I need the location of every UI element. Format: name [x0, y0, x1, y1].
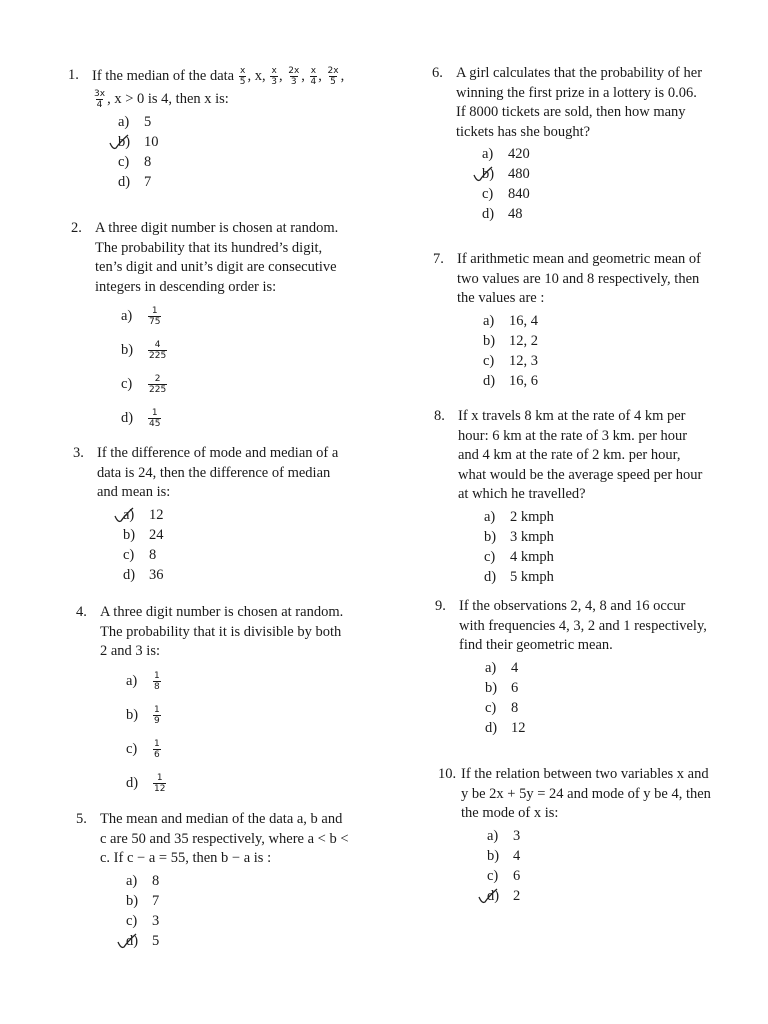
option-a[interactable]: a) 5 [118, 114, 152, 130]
option-b[interactable]: b) 6 [485, 679, 519, 696]
option-d[interactable]: d) 48 [482, 206, 523, 222]
question-7 [433, 250, 742, 391]
question-stem: A girl calculates that the probability of her winning the first prize in a lottery is 0.06. If 8000 tickets are sold, then how many tickets has she bought? [456, 65, 703, 140]
option-b[interactable]: b) 10 [118, 132, 382, 152]
question-number: 2. [71, 220, 82, 236]
question-number: 4. [76, 604, 87, 620]
question-number: 1. [68, 67, 79, 83]
question-stem: If x travels 8 km at the rate of 4 km per hour: 6 km at the rate of 3 km. per hour and 4 km at the rate of 2 km. per hour, what would be the average speed per hour at which he travelled? [458, 408, 703, 502]
data-value: x [254, 67, 262, 84]
option-a[interactable]: a) $\frac{1}{8}$ [126, 670, 160, 692]
check-mark-icon [108, 133, 130, 151]
question-6 [432, 64, 746, 224]
question-number: 8. [434, 408, 445, 424]
question-9 [435, 597, 744, 738]
fraction: $\frac{2x}{5}$ [327, 66, 339, 87]
check-mark-icon [113, 506, 135, 524]
question-number: 6. [432, 65, 443, 81]
stem-prefix: If the median of the data [92, 67, 235, 84]
fraction: $\frac{2x}{3}$ [288, 66, 300, 87]
fraction: $\frac{3x}{4}$ [94, 89, 106, 110]
question-10 [438, 765, 746, 906]
option-d[interactable]: d) $\frac{1}{45}$ [121, 408, 161, 430]
option-b[interactable]: b) 480 [482, 164, 746, 184]
option-a[interactable]: a) 8 [126, 872, 160, 889]
option-c[interactable]: c) $\frac{1}{6}$ [126, 738, 160, 760]
option-c[interactable]: c) 3 [126, 912, 160, 929]
option-c[interactable]: c) $\frac{2}{225}$ [121, 374, 167, 396]
question-stem: The mean and median of the data a, b and c are 50 and 35 respectively, where a < b < c. If c − a = 55, then b − a is : [100, 811, 349, 866]
option-b[interactable]: b) $\frac{1}{9}$ [126, 704, 160, 726]
options [483, 311, 742, 391]
fraction: $\frac{1}{75}$ [149, 306, 161, 328]
fraction: $\frac{1}{8}$ [154, 670, 160, 692]
question-stem: If the median of the data $\frac{x}{5}$ , x, $\frac{x}{3}$ , $\frac{2x}{3}$ , $\frac{x}{4}$ , $\frac{2x}{5}$ , [92, 66, 345, 87]
fraction: $\frac{x}{4}$ [310, 66, 317, 87]
option-d[interactable]: d) 5 kmph [484, 568, 554, 585]
option-b[interactable]: b) 7 [126, 892, 160, 909]
options [118, 112, 382, 192]
option-a[interactable]: a) $\frac{1}{75}$ [121, 306, 161, 328]
option-c[interactable]: c) 6 [487, 867, 521, 884]
option-a[interactable]: a) 2 kmph [484, 508, 554, 525]
check-mark-icon [477, 887, 499, 905]
options [123, 505, 377, 585]
fraction: $\frac{1}{12}$ [154, 772, 166, 794]
fraction: $\frac{x}{5}$ [239, 66, 246, 87]
option-d[interactable]: d) 7 [118, 174, 152, 190]
question-stem: If the observations 2, 4, 8 and 16 occur with frequencies 4, 3, 2 and 1 respectively, find their geometric mean. [459, 598, 707, 653]
question-stem: A three digit number is chosen at random. The probability that its hundred’s digit, ten’s digit and unit’s digit are consecutive integers in descending order is: [95, 220, 339, 295]
option-c[interactable]: c) 840 [482, 186, 530, 202]
option-c[interactable]: c) 8 [118, 154, 152, 170]
question-stem-line2 [92, 89, 382, 110]
option-a[interactable]: a) 16, 4 [483, 312, 538, 329]
option-b[interactable]: b) 3 kmph [484, 528, 554, 545]
option-c[interactable]: c) 8 [123, 546, 157, 563]
question-8 [434, 407, 743, 587]
option-b[interactable]: b) 4 [487, 847, 521, 864]
option-a[interactable]: a) 12 [123, 505, 377, 525]
question-stem: If the relation between two variables x and y be 2x + 5y = 24 and mode of y be 4, then the mode of x is: [461, 766, 711, 821]
question-stem: If arithmetic mean and geometric mean of two values are 10 and 8 respectively, then the values are : [457, 251, 701, 306]
question-number: 5. [76, 811, 87, 827]
options [484, 507, 743, 587]
option-d[interactable]: d) $\frac{1}{12}$ [126, 772, 166, 794]
question-number: 7. [433, 251, 444, 267]
option-d[interactable]: d) 5 [126, 931, 385, 951]
options [485, 658, 744, 738]
option-a[interactable]: a) 4 [485, 659, 519, 676]
option-d[interactable]: d) 2 [487, 886, 746, 906]
question-1 [68, 66, 382, 192]
fraction: $\frac{2}{225}$ [149, 374, 167, 396]
question-number: 10. [438, 766, 457, 782]
fraction: $\frac{1}{6}$ [154, 738, 160, 760]
question-2 [71, 219, 375, 435]
question-stem: If the difference of mode and median of a data is 24, then the difference of median and mean is: [97, 445, 339, 500]
options [126, 664, 380, 800]
fraction: $\frac{x}{3}$ [271, 66, 277, 87]
option-d[interactable]: d) 36 [123, 566, 164, 583]
question-5 [76, 810, 385, 951]
question-stem: A three digit number is chosen at random. The probability that it is divisible by both 2 and 3 is: [100, 604, 344, 659]
option-c[interactable]: c) 4 kmph [484, 548, 554, 565]
option-b[interactable]: b) 24 [123, 526, 164, 543]
question-number: 3. [73, 445, 84, 461]
option-b[interactable]: b) 12, 2 [483, 332, 538, 349]
options [121, 299, 375, 435]
fraction: $\frac{1}{9}$ [154, 704, 160, 726]
option-a[interactable]: a) 420 [482, 146, 530, 162]
stem-suffix: , x > 0 is 4, then x is: [107, 90, 229, 107]
option-b[interactable]: b) $\frac{4}{225}$ [121, 340, 167, 362]
fraction: $\frac{1}{45}$ [149, 408, 161, 430]
question-4 [76, 603, 380, 800]
options [126, 871, 385, 951]
option-c[interactable]: c) 12, 3 [483, 352, 538, 369]
question-3 [73, 444, 377, 585]
check-mark-icon [472, 165, 494, 183]
options [487, 826, 746, 906]
option-d[interactable]: d) 16, 6 [483, 372, 538, 389]
option-a[interactable]: a) 3 [487, 827, 521, 844]
option-d[interactable]: d) 12 [485, 719, 526, 736]
options [482, 144, 746, 224]
check-mark-icon [116, 932, 138, 950]
fraction: $\frac{4}{225}$ [149, 340, 167, 362]
option-c[interactable]: c) 8 [485, 699, 519, 716]
question-number: 9. [435, 598, 446, 614]
